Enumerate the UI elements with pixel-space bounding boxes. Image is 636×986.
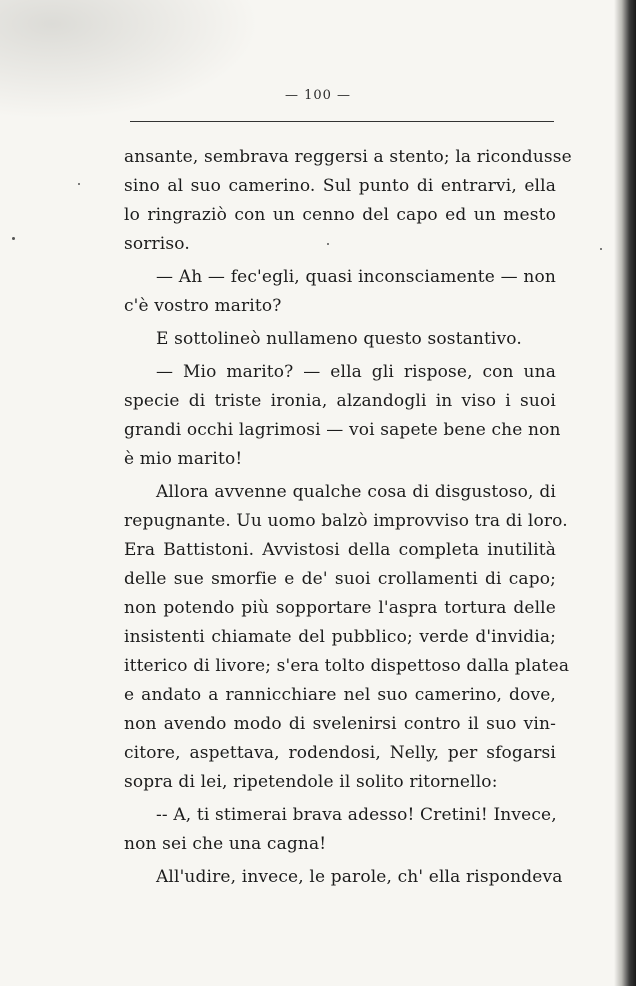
text-line: è mio marito! bbox=[124, 449, 243, 469]
text-line: lo ringraziò con un cenno del capo ed un mesto bbox=[124, 205, 556, 225]
binding-edge bbox=[614, 0, 636, 986]
text-line: c'è vostro marito? bbox=[124, 296, 282, 316]
header-rule bbox=[130, 121, 554, 122]
text-line: insistenti chiamate del pubblico; verde d'invidia; bbox=[124, 627, 556, 647]
scan-speck bbox=[12, 237, 15, 240]
text-line: -- A, ti stimerai brava adesso! Cretini! Invece, bbox=[156, 805, 557, 825]
scan-speck bbox=[600, 248, 602, 250]
text-line: sopra di lei, ripetendole il solito ritornello: bbox=[124, 772, 498, 792]
text-line: non avendo modo di svelenirsi contro il suo vin- bbox=[124, 714, 556, 734]
text-line: citore, aspettava, rodendosi, Nelly, per sfogarsi bbox=[124, 743, 556, 763]
body-text bbox=[124, 143, 572, 892]
text-line: non sei che una cagna! bbox=[124, 834, 327, 854]
text-line: All'udire, invece, le parole, ch' ella rispondeva bbox=[156, 867, 563, 887]
scan-speck bbox=[327, 243, 329, 245]
text-line: sorriso. bbox=[124, 234, 190, 254]
text-line: grandi occhi lagrimosi — voi sapete bene che non bbox=[124, 420, 561, 440]
text-line: Allora avvenne qualche cosa di disgustoso, di bbox=[156, 482, 556, 502]
text-line: repugnante. Uu uomo balzò improvviso tra di loro. bbox=[124, 511, 568, 531]
text-line: itterico di livore; s'era tolto dispettoso dalla platea bbox=[124, 656, 570, 676]
text-line: specie di triste ironia, alzandogli in viso i suoi bbox=[124, 391, 556, 411]
text-line: ansante, sembrava reggersi a stento; la ricondusse bbox=[124, 147, 572, 167]
text-line: sino al suo camerino. Sul punto di entrarvi, ella bbox=[124, 176, 556, 196]
text-line: delle sue smorfie e de' suoi crollamenti di capo; bbox=[124, 569, 556, 589]
page-number: — 100 — bbox=[284, 88, 352, 103]
text-line: non potendo più sopportare l'aspra tortura delle bbox=[124, 598, 556, 618]
text-line: E sottolineò nullameno questo sostantivo. bbox=[156, 329, 522, 349]
text-line: — Ah — fec'egli, quasi inconsciamente — non bbox=[156, 267, 556, 287]
text-line: — Mio marito? — ella gli rispose, con una bbox=[156, 362, 556, 382]
text-line: e andato a rannicchiare nel suo camerino, dove, bbox=[124, 685, 556, 705]
text-line: Era Battistoni. Avvistosi della completa inutilità bbox=[124, 540, 556, 560]
scan-speck bbox=[78, 183, 80, 185]
